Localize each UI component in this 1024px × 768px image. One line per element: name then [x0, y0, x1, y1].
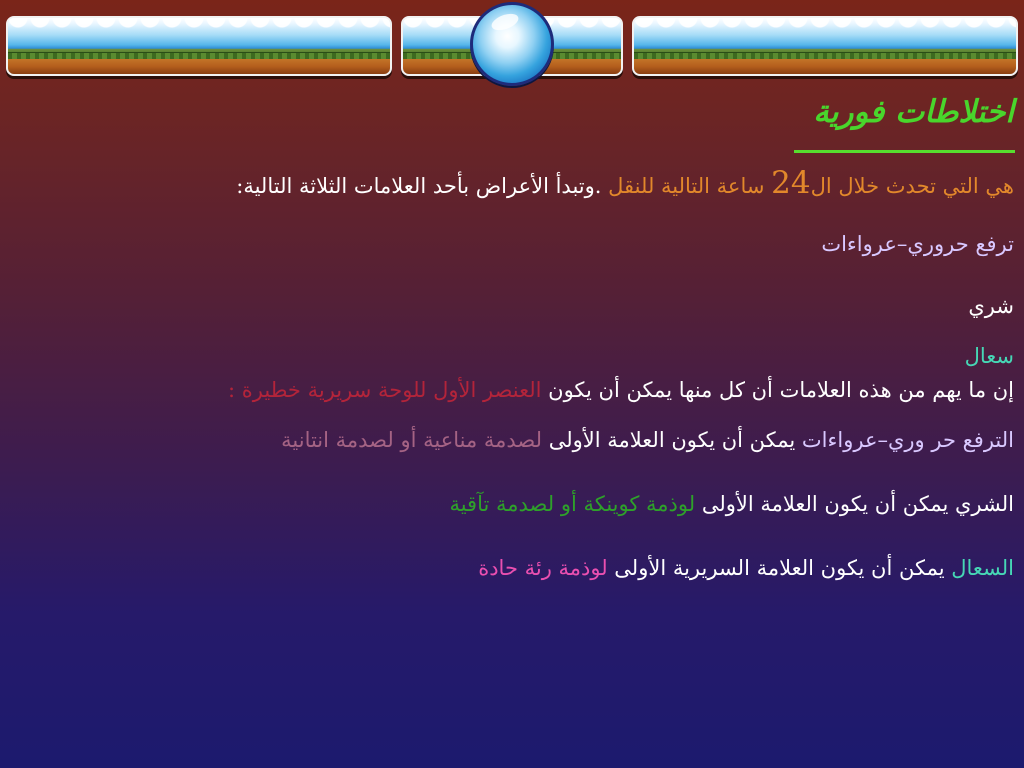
detail-cough-main: يمكن أن يكون العلامة السريرية الأولى	[607, 556, 952, 580]
title-underline	[794, 150, 1015, 153]
detail-cough-lead: السعال	[951, 556, 1014, 580]
detail-urticaria-main: يمكن أن يكون العلامة الأولى	[695, 492, 955, 516]
detail-urticaria	[449, 492, 1014, 516]
detail-fever	[281, 428, 1014, 452]
symptom-urticaria: شري	[968, 294, 1014, 318]
warning-faint: العنصر الأول للوحة سريرية خطيرة :	[228, 378, 542, 402]
cloud-strip	[634, 18, 1016, 30]
intro-text	[236, 165, 1014, 201]
symptom-cough: سعال	[964, 344, 1014, 368]
grass-strip	[634, 52, 1016, 59]
globe-highlight	[489, 11, 520, 34]
slide-title: اختلاطات فورية	[813, 94, 1014, 130]
detail-fever-main: يمكن أن يكون العلامة الأولى	[542, 428, 802, 452]
detail-cough	[478, 556, 1014, 580]
grass-strip	[8, 52, 390, 59]
detail-urticaria-lead: الشري	[955, 492, 1014, 516]
intro-number: 24	[771, 165, 811, 201]
globe-icon	[470, 2, 554, 86]
detail-cough-tail: لوذمة رئة حادة	[478, 556, 608, 580]
warning-note	[228, 378, 1014, 402]
detail-urticaria-tail: لوذمة كوينكة أو لصدمة تآقية	[449, 492, 696, 516]
detail-fever-lead: الترفع حر وري–عرواءات	[801, 428, 1014, 452]
landscape-banner-left	[6, 16, 392, 76]
symptom-fever: ترفع حروري–عرواءات	[821, 232, 1014, 256]
intro-prefix: هي التي تحدث خلال ال	[810, 174, 1014, 198]
landscape-banner-right	[632, 16, 1018, 76]
detail-fever-tail: لصدمة مناعية أو لصدمة انتانية	[281, 428, 543, 452]
intro-suffix: .وتبدأ الأعراض بأحد العلامات الثلاثة التالية:	[236, 174, 602, 198]
warning-main: إن ما يهم من هذه العلامات أن كل منها يمكن أن يكون	[541, 378, 1014, 402]
intro-middle: ساعة التالية للنقل	[601, 174, 772, 198]
cloud-strip	[8, 18, 390, 30]
